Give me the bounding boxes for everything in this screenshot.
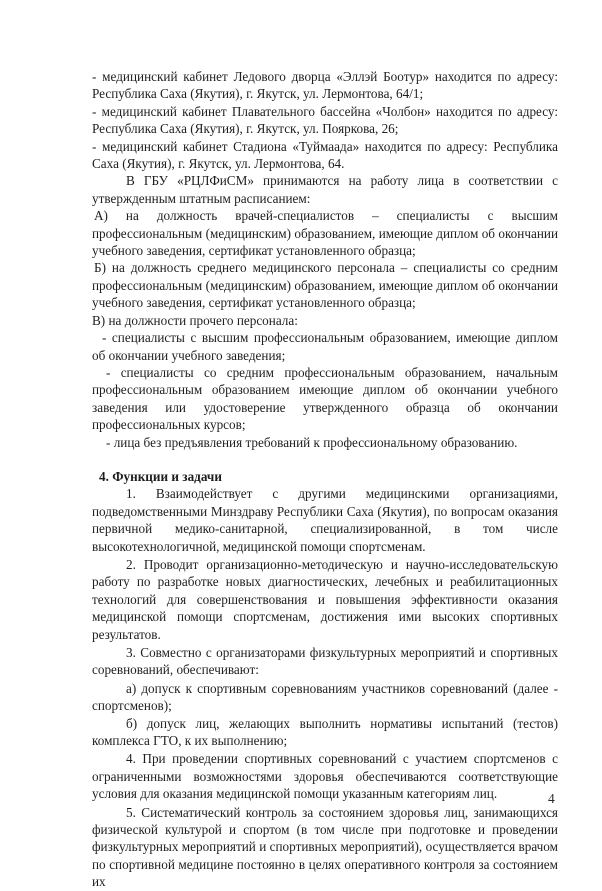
- paragraph-staffing: В ГБУ «РЦЛФиСМ» принимаются на работу лица в соответствии с утвержденным штатным расписанием:: [92, 173, 558, 206]
- paragraph-higher-education: - специалисты с высшим профессиональным образованием, имеющие диплом об окончании учебного заведения;: [92, 330, 558, 363]
- paragraph-no-requirements: - лица без предъявления требований к профессиональному образованию.: [106, 434, 518, 450]
- paragraph-nurses: Б) на должность среднего медицинского персонала – специалисты со средним профессиональным (медицинским) образованием, имеющие диплом об окончании учебного заведения, сертификат установленного образца;: [92, 260, 558, 311]
- page-number: 4: [548, 791, 555, 806]
- paragraph-doctors: А) на должность врачей-специалистов – специалисты с высшим профессиональным (медицинским) образованием, имеющие диплом об окончании учебного заведения, сертификат установленного образца;: [92, 208, 558, 259]
- section-item-3a: а) допуск к спортивным соревнованиям участников соревнований (далее - спортсменов);: [92, 680, 558, 714]
- paragraph-stadium: - медицинский кабинет Стадиона «Туймаада» находится по адресу: Республика Саха (Якутия), г. Якутск, ул. Лермонтова, 64.: [92, 138, 558, 172]
- paragraph-ice-palace: - медицинский кабинет Ледового дворца «Эллэй Боотур» находится по адресу: Республика Саха (Якутия), г. Якутск, ул. Лермонтова, 64/1;: [92, 69, 558, 102]
- paragraph-secondary-education: - специалисты со средним профессиональным образованием, начальным профессиональным образованием имеющие диплом об окончании учебного заведения или удостоверение утвержденного образца об окончании профессиональных курсов;: [92, 364, 558, 433]
- paragraph-other-staff: В) на должности прочего персонала:: [92, 312, 298, 328]
- document-page: [92, 68, 558, 891]
- section-item-5: 5. Систематический контроль за состоянием здоровья лиц, занимающихся физической культурой и спортом (в том числе при подготовке и проведении физкультурных мероприятий и спортивных мероприятий), осуществляется врачом по спортивной медицине постоянно в целях оперативного контроля за состоянием их: [92, 804, 558, 890]
- paragraph-pool: - медицинский кабинет Плавательного бассейна «Чолбон» находится по адресу: Республика Саха (Якутия), г. Якутск, ул. Пояркова, 26;: [92, 103, 558, 137]
- section-item-4: 4. При проведении спортивных соревнований с участием спортсменов с ограниченными возможностями здоровья обеспечиваются соответствующие условия для оказания медицинской помощи указанным категориям лиц.: [92, 751, 558, 802]
- section-item-3: 3. Совместно с организаторами физкультурных мероприятий и спортивных соревнований, обеспечивают:: [92, 645, 558, 678]
- section-item-2: 2. Проводит организационно-методическую и научно-исследовательскую работу по разработке новых диагностических, лечебных и реабилитационных технологий для совершенствования и повышения эффективности оказания медицинской помощи спортсменам, достижения ими высоких спортивных результатов.: [92, 556, 558, 642]
- section-item-1: 1. Взаимодействует с другими медицинскими организациями, подведомственными Минздраву Республики Саха (Якутия), по вопросам оказания первичной медико-санитарной, специализированной, в том числе высокотехнологичной, медицинской помощи спортсменам.: [92, 486, 558, 554]
- section-heading: 4. Функции и задачи: [99, 468, 222, 484]
- section-item-3b: б) допуск лиц, желающих выполнить нормативы испытаний (тестов) комплекса ГТО, к их выполнению;: [92, 715, 558, 749]
